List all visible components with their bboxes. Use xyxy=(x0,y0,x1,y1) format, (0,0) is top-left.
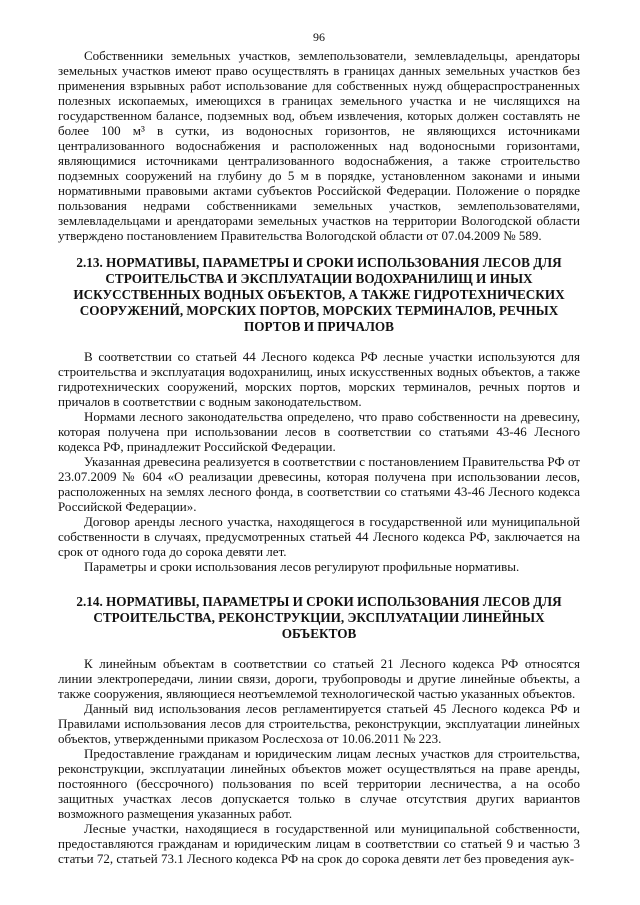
page-number: 96 xyxy=(313,30,325,44)
intro-paragraph: Собственники земельных участков, землепользователи, землевладельцы, арендаторы земельных участков имеют право осуществлять в границах данных земельных участков без применения взрывных работ использование для собственных нужд общераспространенных полезных ископаемых, имеющихся в границах земельного участка и не числящихся на государственном балансе, подземных вод, объем извлечения, которых должен составлять не более 100 м³ в сутки, из водоносных горизонтов, не являющихся источниками централизованного водоснабжения и расположенных над водоносными горизонтами, являющимися источниками централизованного водоснабжения, а также строительство подземных сооружений на глубину до 5 м в порядке, установленном законами и иными нормативными правовыми актами субъектов Российской Федерации. Положение о порядке пользования недрами собственниками земельных участков, землепользователями, землевладельцами и арендаторами земельных участков на территории Вологодской области утверждено постановлением Правительства Вологодской области от 07.04.2009 № 589. xyxy=(58,48,580,243)
section-2-14 xyxy=(58,594,580,866)
section-paragraph: Лесные участки, находящиеся в государственной или муниципальной собственности, предоставляются гражданам и юридическим лицам в соответствии со статьей 9 и частью 3 статьи 72, статьей 73.1 Лесного кодекса РФ на срок до сорока девяти лет без проведения аук- xyxy=(58,821,580,866)
section-paragraph: Предоставление гражданам и юридическим лицам лесных участков для строительства, реконструкции, эксплуатации линейных объектов может осуществляться на праве аренды, постоянного (бессрочного) пользования по всей территории лесничества, а на особо защитных участках лесов допускается только в случае отсутствия других вариантов возможного размещения указанных работ. xyxy=(58,746,580,821)
section-paragraph: Параметры и сроки использования лесов регулируют профильные нормативы. xyxy=(84,559,520,574)
section-heading: 2.13. НОРМАТИВЫ, ПАРАМЕТРЫ И СРОКИ ИСПОЛЬЗОВАНИЯ ЛЕСОВ ДЛЯ СТРОИТЕЛЬСТВА И ЭКСПЛУАТАЦИИ ВОДОХРАНИЛИЩ И ИНЫХ ИСКУССТВЕННЫХ ВОДНЫХ ОБЪЕКТОВ, А ТАКЖЕ ГИДРОТЕХНИЧЕСКИХ СООРУЖЕНИЙ, МОРСКИХ ПОРТОВ, МОРСКИХ ТЕРМИНАЛОВ, РЕЧНЫХ ПОРТОВ И ПРИЧАЛОВ xyxy=(73,255,565,334)
section-paragraph: К линейным объектам в соответствии со статьей 21 Лесного кодекса РФ относятся линии электропередачи, линии связи, дороги, трубопроводы и другие линейные объекты, а также сооружения, являющиеся неотъемлемой технологической частью указанных объектов. xyxy=(58,656,580,701)
section-paragraph: Данный вид использования лесов регламентируется статьей 45 Лесного кодекса РФ и Правилами использования лесов для строительства, реконструкции, эксплуатации линейных объектов, утвержденными приказом Рослесхоза от 10.06.2011 № 223. xyxy=(58,701,580,746)
section-heading: 2.14. НОРМАТИВЫ, ПАРАМЕТРЫ И СРОКИ ИСПОЛЬЗОВАНИЯ ЛЕСОВ ДЛЯ СТРОИТЕЛЬСТВА, РЕКОНСТРУКЦИИ, ЭКСПЛУАТАЦИИ ЛИНЕЙНЫХ ОБЪЕКТОВ xyxy=(76,594,562,641)
section-paragraph: Договор аренды лесного участка, находящегося в государственной или муниципальной собственности в случаях, предусмотренных статьей 44 Лесного кодекса РФ, заключается на срок от одного года до сорока девяти лет. xyxy=(58,514,580,559)
section-2-13 xyxy=(58,255,580,574)
section-paragraph: Нормами лесного законодательства определено, что право собственности на древесину, которая получена при использовании лесов в соответствии со статьями 43-46 Лесного кодекса РФ, принадлежит Российской Федерации. xyxy=(58,409,580,454)
section-paragraph: Указанная древесина реализуется в соответствии с постановлением Правительства РФ от 23.07.2009 № 604 «О реализации древесины, которая получена при использовании лесов, расположенных на землях лесного фонда, в соответствии со статьями 43-46 Лесного кодекса Российской Федерации». xyxy=(58,454,580,514)
section-paragraph: В соответствии со статьей 44 Лесного кодекса РФ лесные участки используются для строительства и эксплуатация водохранилищ, иных искусственных водных объектов, а также гидротехнических сооружений, морских портов, морских терминалов, речных портов и причалов в соответствии с водным законодательством. xyxy=(58,349,580,409)
